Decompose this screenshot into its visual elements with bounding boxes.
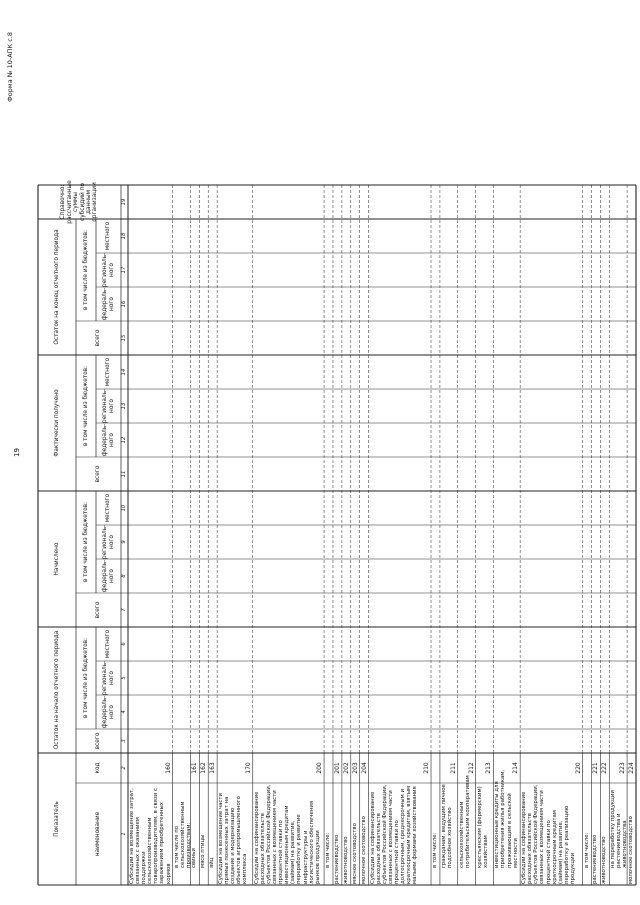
closing-balance-header: Остаток на конец отчетного периода — [53, 229, 60, 345]
reference-header: Справочно: рассчитанные суммы субсидий по данным организации — [60, 180, 99, 224]
federal-header: федерального — [102, 695, 115, 729]
total-header: всего — [95, 329, 102, 347]
column-number: 11 — [120, 470, 127, 478]
row-name: в том числе: — [432, 832, 439, 868]
opening-balance-header: Остаток на начало отчетного периода — [53, 630, 60, 750]
row-name: свиньи — [191, 848, 198, 868]
regional-header: регионального — [102, 252, 115, 288]
row-name: Субсидии на возмещение части прямых понесенных затрат на создание и модернизацию объектов агропромышленного комплекса — [218, 792, 249, 884]
row-code — [583, 753, 591, 783]
row-code: 160 — [164, 762, 172, 774]
row-code: 223 — [619, 762, 627, 774]
row-name: в том числе по сельскохозяйственным производствам: — [173, 801, 192, 868]
form-code: Форма № 10-АПК с.8 — [6, 32, 14, 102]
row-code: 222 — [601, 762, 609, 774]
including-budgets-header: в том числе из бюджетов: — [82, 365, 89, 447]
row-code: 212 — [467, 762, 475, 774]
code-header: код — [95, 762, 102, 774]
column-number: 8 — [120, 574, 127, 578]
column-number: 3 — [120, 739, 127, 743]
row-code — [431, 753, 439, 783]
row-name: Субсидии на возмещение затрат, связанных с оказанием поддержки сельскохозяйственным товаропроизводителям, в связи с заражением приобретенных кормов — [129, 788, 172, 884]
row-code: 224 — [627, 762, 635, 774]
column-number: 1 — [120, 832, 127, 836]
local-header: местного — [105, 357, 112, 387]
total-header: всего — [95, 732, 102, 750]
column-number: 4 — [120, 710, 127, 714]
row-name: мясное скотоводство — [351, 823, 358, 884]
row-name: в том числе: — [583, 832, 590, 868]
federal-header: федерального — [102, 287, 115, 321]
column-number: 16 — [120, 300, 127, 308]
column-number: 6 — [120, 642, 127, 646]
column-number: 15 — [120, 334, 127, 342]
column-number: 12 — [120, 436, 127, 444]
row-code: 221 — [592, 762, 600, 774]
column-number: 14 — [120, 368, 127, 376]
including-budgets-header: в том числе из бюджетов: — [82, 501, 89, 583]
column-number: 13 — [120, 402, 127, 410]
regional-header: регионального — [102, 388, 115, 424]
federal-header: федерального — [102, 559, 115, 593]
column-number: 7 — [120, 608, 127, 612]
column-number: 10 — [120, 504, 127, 512]
column-number: 2 — [120, 766, 127, 770]
row-code: 202 — [342, 762, 350, 774]
column-number: 5 — [120, 676, 127, 680]
federal-header: федерального — [102, 423, 115, 457]
row-name: животноводство — [342, 836, 349, 884]
row-name: инвестиционные кредиты для приобретения жилья работникам, проживающим в сельской местности — [494, 769, 519, 868]
row-code: 211 — [449, 762, 457, 774]
received-header: Фактически получено — [53, 389, 60, 457]
row-code: 220 — [574, 762, 582, 774]
indicator-header: Показатель — [53, 801, 60, 837]
regional-header: регионального — [102, 524, 115, 560]
row-name: крестьянским (фермерским) хозяйствам — [476, 786, 489, 868]
including-budgets-header: в том числе из бюджетов: — [82, 229, 89, 311]
row-name: в том числе: — [325, 832, 332, 868]
row-name: растениеводство — [333, 834, 340, 884]
row-code: 214 — [512, 762, 520, 774]
row-name: яйц — [209, 857, 216, 868]
accrued-header: Начислено — [53, 542, 60, 576]
row-name: молочное скотоводство — [628, 816, 635, 884]
row-code: 210 — [423, 762, 430, 774]
row-name: растениеводство — [592, 834, 599, 884]
row-code: 163 — [209, 762, 217, 774]
row-name: мясо птицы — [200, 834, 207, 868]
local-header: местного — [105, 493, 112, 523]
row-code: 213 — [485, 762, 493, 774]
page-number: 19 — [13, 448, 21, 457]
row-code: 204 — [360, 762, 368, 774]
row-name: молочное скотоводство — [360, 816, 367, 884]
local-header: местного — [105, 221, 112, 251]
row-code: 170 — [244, 762, 252, 774]
row-name: Субсидии на софинансирование расходных обязательств субъектов Российской Федерации, связанных с возмещением части процентной ставки по долгосрочным, среднесрочным и краткосрочным кредитам, взятым малыми формами хозяйствования — [369, 784, 419, 884]
row-code — [173, 753, 190, 783]
name-header: наименование — [95, 811, 102, 857]
row-code: 200 — [316, 762, 324, 774]
total-header: всего — [95, 465, 102, 483]
total-header: всего — [95, 601, 102, 619]
row-code: 203 — [351, 762, 359, 774]
row-name: гражданам, ведущим личное подсобное хозяйство — [440, 784, 454, 868]
row-code: 161 — [191, 762, 199, 774]
row-name: сельскохозяйственным потребительским кооперативам — [458, 775, 471, 868]
local-header: местного — [105, 629, 112, 659]
column-number: 18 — [120, 232, 127, 240]
column-number: 19 — [120, 198, 127, 206]
row-name: Субсидии на софинансирование расходных обязательств субъектов Российской Федерации, связанных с возмещением части процентной ставки по краткосрочным кредитам (займам) на развитие, переработку и реализацию продукции — [521, 784, 576, 884]
row-name: на переработку продукции растениеводства и животноводства — [610, 790, 629, 868]
including-budgets-header: в том числе из бюджетов: — [82, 637, 89, 719]
row-code: 162 — [200, 762, 208, 774]
regional-header: регионального — [102, 660, 115, 696]
column-number: 9 — [120, 540, 127, 544]
row-code: 201 — [333, 762, 341, 774]
column-number: 17 — [120, 266, 127, 274]
row-code — [324, 753, 332, 783]
row-name: Субсидии на софинансирование расходных обязательств субъектов Российской Федерации, связанных с возмещением части процентной ставки по инвестиционным кредитам (займам) на развитие, переработку и развитие инфраструктуры и логистического обеспечения рынков продукции — [253, 784, 321, 884]
row-name: животноводство — [601, 836, 608, 884]
